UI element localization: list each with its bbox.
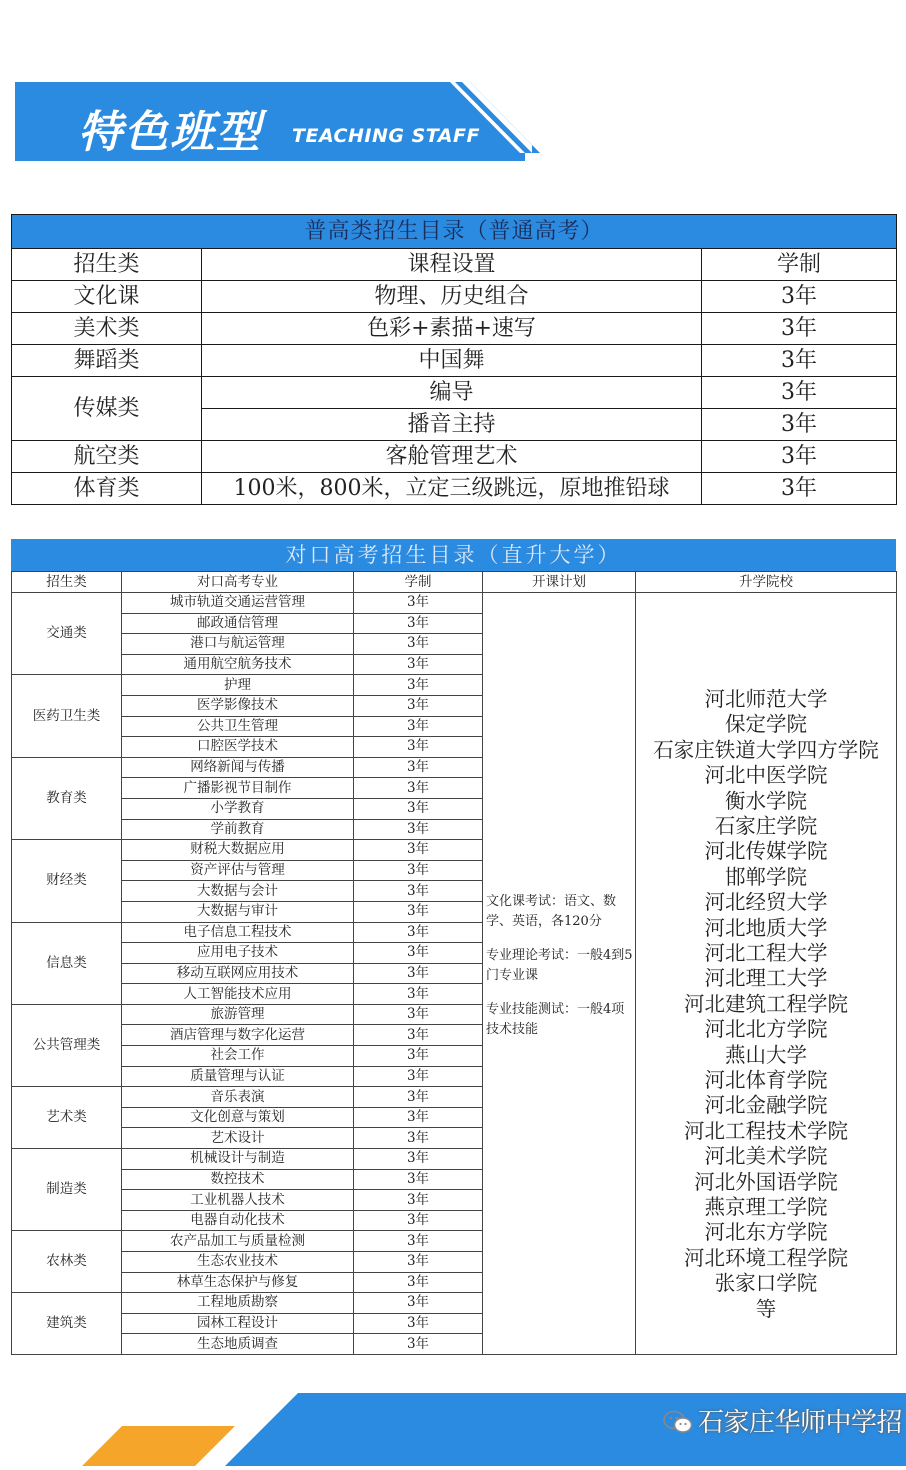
major-cell: 机械设计与制造 bbox=[122, 1149, 354, 1170]
major-cell: 农产品加工与质量检测 bbox=[122, 1231, 354, 1252]
major-cell: 艺术设计 bbox=[122, 1128, 354, 1149]
school-item: 河北经贸大学 bbox=[704, 890, 828, 915]
category-cell: 艺术类 bbox=[12, 1087, 122, 1149]
school-item: 河北美术学院 bbox=[704, 1144, 828, 1169]
plan-item: 专业技能测试：一般4项技术技能 bbox=[486, 1002, 625, 1038]
school-item: 石家庄铁道大学四方学院 bbox=[653, 737, 879, 762]
major-cell: 音乐表演 bbox=[122, 1087, 354, 1108]
course-plan-cell bbox=[483, 593, 636, 1355]
years-cell: 3年 bbox=[354, 1046, 483, 1067]
years-cell: 3年 bbox=[354, 798, 483, 819]
years-cell: 3年 bbox=[354, 1210, 483, 1231]
years-cell: 3年 bbox=[702, 313, 897, 345]
category-cell: 教育类 bbox=[12, 757, 122, 839]
years-cell: 3年 bbox=[354, 1025, 483, 1046]
table1-header: 课程设置 bbox=[202, 249, 702, 281]
years-cell: 3年 bbox=[354, 840, 483, 861]
years-cell: 3年 bbox=[354, 675, 483, 696]
table1-title: 普高类招生目录（普通高考） bbox=[12, 215, 897, 249]
major-cell: 移动互联网应用技术 bbox=[122, 963, 354, 984]
general-admission-table bbox=[11, 214, 897, 505]
school-item: 保定学院 bbox=[725, 712, 807, 737]
table2-title: 对口高考招生目录（直升大学） bbox=[11, 539, 896, 571]
school-item: 河北东方学院 bbox=[704, 1220, 828, 1245]
category-cell: 信息类 bbox=[12, 922, 122, 1004]
category-cell: 农林类 bbox=[12, 1231, 122, 1293]
course-cell: 播音主持 bbox=[202, 409, 702, 441]
major-cell: 小学教育 bbox=[122, 798, 354, 819]
table2-header: 升学院校 bbox=[636, 572, 897, 593]
major-cell: 旅游管理 bbox=[122, 1004, 354, 1025]
years-cell: 3年 bbox=[354, 695, 483, 716]
years-cell: 3年 bbox=[702, 473, 897, 505]
watermark-text: 石家庄华师中学招 bbox=[697, 1408, 902, 1438]
category-cell: 美术类 bbox=[12, 313, 202, 345]
course-cell: 中国舞 bbox=[202, 345, 702, 377]
years-cell: 3年 bbox=[354, 757, 483, 778]
major-cell: 邮政通信管理 bbox=[122, 613, 354, 634]
plan-item: 专业理论考试：一般4到5门专业课 bbox=[486, 948, 633, 984]
section-banner bbox=[0, 0, 906, 200]
years-cell: 3年 bbox=[354, 984, 483, 1005]
years-cell: 3年 bbox=[702, 377, 897, 409]
major-cell: 电子信息工程技术 bbox=[122, 922, 354, 943]
table-row bbox=[12, 473, 897, 505]
years-cell: 3年 bbox=[354, 1252, 483, 1273]
school-item: 河北建筑工程学院 bbox=[684, 991, 848, 1016]
major-cell: 数控技术 bbox=[122, 1169, 354, 1190]
years-cell: 3年 bbox=[702, 281, 897, 313]
major-cell: 大数据与会计 bbox=[122, 881, 354, 902]
major-cell: 林草生态保护与修复 bbox=[122, 1272, 354, 1293]
major-cell: 公共卫生管理 bbox=[122, 716, 354, 737]
major-cell: 生态农业技术 bbox=[122, 1252, 354, 1273]
years-cell: 3年 bbox=[354, 778, 483, 799]
school-item: 燕京理工学院 bbox=[704, 1195, 828, 1220]
years-cell: 3年 bbox=[354, 1272, 483, 1293]
major-cell: 社会工作 bbox=[122, 1046, 354, 1067]
category-cell: 医药卫生类 bbox=[12, 675, 122, 757]
years-cell: 3年 bbox=[354, 881, 483, 902]
school-item: 河北工程技术学院 bbox=[684, 1118, 848, 1143]
major-cell: 护理 bbox=[122, 675, 354, 696]
years-cell: 3年 bbox=[354, 737, 483, 758]
school-item: 河北地质大学 bbox=[704, 915, 828, 940]
table2-header: 开课计划 bbox=[483, 572, 636, 593]
course-cell: 100米，800米，立定三级跳远，原地推铅球 bbox=[202, 473, 702, 505]
category-cell: 航空类 bbox=[12, 441, 202, 473]
years-cell: 3年 bbox=[354, 1293, 483, 1314]
table2-header: 招生类 bbox=[12, 572, 122, 593]
category-cell: 公共管理类 bbox=[12, 1004, 122, 1086]
years-cell: 3年 bbox=[702, 409, 897, 441]
school-item: 河北体育学院 bbox=[704, 1068, 828, 1092]
category-cell: 舞蹈类 bbox=[12, 345, 202, 377]
years-cell: 3年 bbox=[354, 819, 483, 840]
major-cell: 资产评估与管理 bbox=[122, 860, 354, 881]
category-cell: 交通类 bbox=[12, 593, 122, 675]
table2-header: 对口高考专业 bbox=[122, 572, 354, 593]
major-cell: 工业机器人技术 bbox=[122, 1190, 354, 1211]
years-cell: 3年 bbox=[354, 1334, 483, 1355]
major-cell: 财税大数据应用 bbox=[122, 840, 354, 861]
years-cell: 3年 bbox=[354, 593, 483, 614]
wechat-icon bbox=[662, 1409, 694, 1435]
school-item: 张家口学院 bbox=[714, 1271, 818, 1296]
table-row bbox=[12, 377, 897, 409]
major-cell: 学前教育 bbox=[122, 819, 354, 840]
major-cell: 园林工程设计 bbox=[122, 1313, 354, 1334]
vocational-admission-table bbox=[11, 571, 897, 1355]
school-item: 衡水学院 bbox=[725, 788, 807, 813]
table1-header: 学制 bbox=[702, 249, 897, 281]
table-row bbox=[12, 313, 897, 345]
category-cell: 体育类 bbox=[12, 473, 202, 505]
years-cell: 3年 bbox=[354, 716, 483, 737]
major-cell: 文化创意与策划 bbox=[122, 1107, 354, 1128]
category-cell: 建筑类 bbox=[12, 1293, 122, 1355]
category-cell: 文化课 bbox=[12, 281, 202, 313]
years-cell: 3年 bbox=[354, 1149, 483, 1170]
table-row bbox=[12, 441, 897, 473]
table-row bbox=[12, 281, 897, 313]
major-cell: 酒店管理与数字化运营 bbox=[122, 1025, 354, 1046]
major-cell: 通用航空航务技术 bbox=[122, 654, 354, 675]
years-cell: 3年 bbox=[702, 441, 897, 473]
major-cell: 网络新闻与传播 bbox=[122, 757, 354, 778]
table-row bbox=[12, 593, 897, 614]
major-cell: 港口与航运管理 bbox=[122, 634, 354, 655]
table-row bbox=[12, 345, 897, 377]
school-item: 燕山大学 bbox=[725, 1042, 807, 1067]
years-cell: 3年 bbox=[354, 613, 483, 634]
years-cell: 3年 bbox=[354, 1087, 483, 1108]
years-cell: 3年 bbox=[354, 1169, 483, 1190]
banner-title: 特色班型 bbox=[78, 107, 262, 158]
years-cell: 3年 bbox=[354, 1128, 483, 1149]
plan-item: 文化课考试：语文、数学、英语，各120分 bbox=[486, 894, 617, 930]
table1-header: 招生类 bbox=[12, 249, 202, 281]
years-cell: 3年 bbox=[354, 943, 483, 964]
years-cell: 3年 bbox=[354, 1004, 483, 1025]
major-cell: 口腔医学技术 bbox=[122, 737, 354, 758]
table2-header: 学制 bbox=[354, 572, 483, 593]
school-item: 河北传媒学院 bbox=[704, 839, 828, 864]
category-cell: 传媒类 bbox=[12, 377, 202, 441]
school-item: 等 bbox=[755, 1296, 777, 1321]
major-cell: 医学影像技术 bbox=[122, 695, 354, 716]
course-cell: 编导 bbox=[202, 377, 702, 409]
major-cell: 广播影视节目制作 bbox=[122, 778, 354, 799]
banner-subtitle: TEACHING STAFF bbox=[292, 125, 480, 147]
major-cell: 应用电子技术 bbox=[122, 943, 354, 964]
years-cell: 3年 bbox=[354, 1231, 483, 1252]
years-cell: 3年 bbox=[354, 922, 483, 943]
years-cell: 3年 bbox=[702, 345, 897, 377]
major-cell: 质量管理与认证 bbox=[122, 1066, 354, 1087]
major-cell: 生态地质调查 bbox=[122, 1334, 354, 1355]
school-item: 河北师范大学 bbox=[704, 686, 828, 711]
years-cell: 3年 bbox=[354, 901, 483, 922]
years-cell: 3年 bbox=[354, 860, 483, 881]
watermark bbox=[662, 1402, 902, 1439]
school-item: 河北理工大学 bbox=[704, 966, 828, 991]
major-cell: 城市轨道交通运营管理 bbox=[122, 593, 354, 614]
school-item: 河北外国语学院 bbox=[694, 1169, 838, 1194]
school-item: 河北北方学院 bbox=[704, 1017, 828, 1042]
school-item: 河北中医学院 bbox=[704, 763, 828, 788]
major-cell: 电器自动化技术 bbox=[122, 1210, 354, 1231]
course-cell: 色彩+素描+速写 bbox=[202, 313, 702, 345]
years-cell: 3年 bbox=[354, 963, 483, 984]
years-cell: 3年 bbox=[354, 1066, 483, 1087]
course-cell: 物理、历史组合 bbox=[202, 281, 702, 313]
school-item: 石家庄学院 bbox=[714, 813, 818, 838]
major-cell: 人工智能技术应用 bbox=[122, 984, 354, 1005]
school-item: 河北环境工程学院 bbox=[684, 1245, 848, 1270]
school-item: 河北工程大学 bbox=[704, 940, 828, 965]
course-cell: 客舱管理艺术 bbox=[202, 441, 702, 473]
years-cell: 3年 bbox=[354, 1190, 483, 1211]
school-item: 邯郸学院 bbox=[725, 864, 807, 889]
years-cell: 3年 bbox=[354, 634, 483, 655]
major-cell: 工程地质勘察 bbox=[122, 1293, 354, 1314]
years-cell: 3年 bbox=[354, 654, 483, 675]
schools-cell bbox=[636, 593, 897, 1355]
category-cell: 财经类 bbox=[12, 840, 122, 922]
major-cell: 大数据与审计 bbox=[122, 901, 354, 922]
school-item: 河北金融学院 bbox=[704, 1093, 828, 1118]
category-cell: 制造类 bbox=[12, 1149, 122, 1231]
years-cell: 3年 bbox=[354, 1313, 483, 1334]
years-cell: 3年 bbox=[354, 1107, 483, 1128]
